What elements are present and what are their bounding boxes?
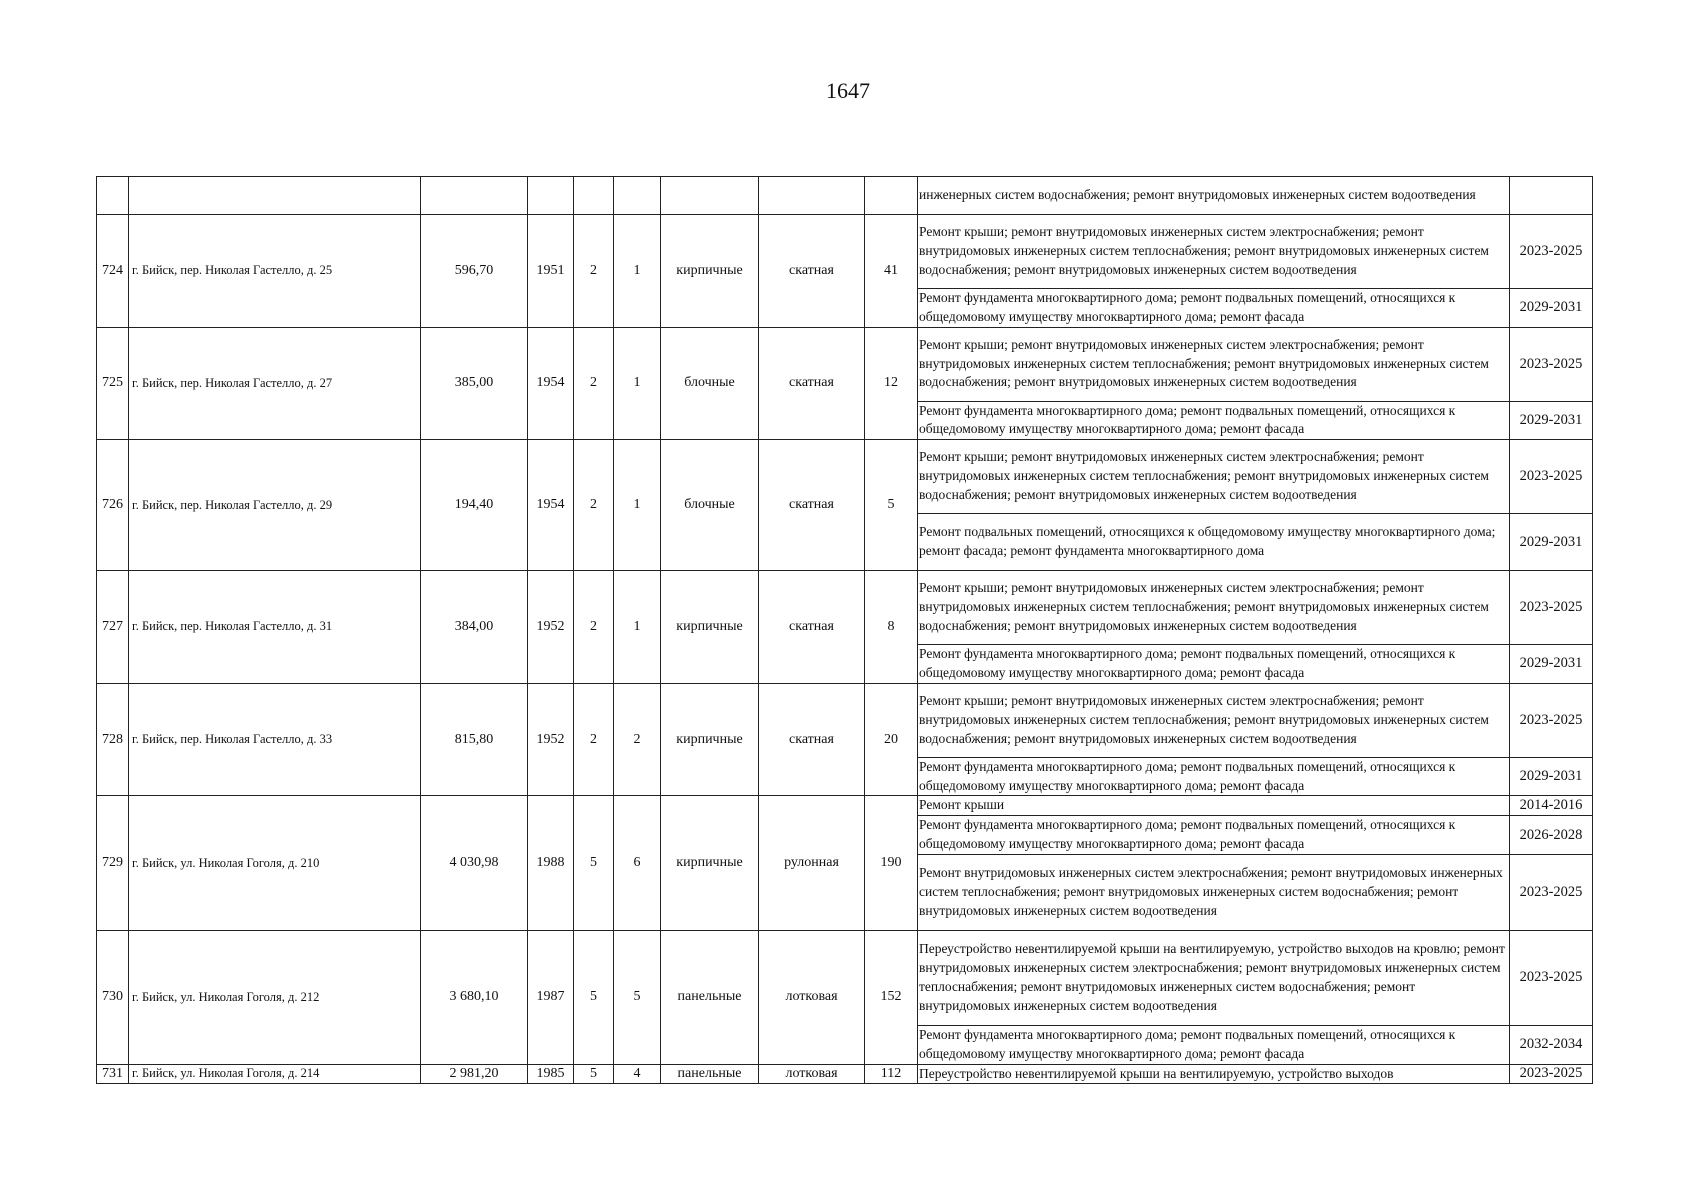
empty-cell (865, 177, 918, 215)
roof-cell: лотковая (759, 1064, 865, 1084)
walls-cell: кирпичные (661, 796, 759, 931)
row-number: 731 (97, 1064, 129, 1084)
empty-cell (661, 177, 759, 215)
period-cell: 2032-2034 (1510, 1025, 1593, 1064)
floors-cell: 2 (574, 215, 614, 328)
works-cell: Ремонт фундамента многоквартирного дома; ремонт подвальных помещений, относящихся к общедомовому имуществу многоквартирного дома; ремонт фасада (918, 757, 1510, 796)
period-cell: 2023-2025 (1510, 571, 1593, 645)
year-cell: 1954 (528, 440, 574, 571)
residents-cell: 112 (865, 1064, 918, 1084)
row-number: 730 (97, 930, 129, 1064)
continuation-row (97, 177, 1593, 215)
empty-cell (129, 177, 421, 215)
floors-cell: 2 (574, 571, 614, 684)
year-cell: 1951 (528, 215, 574, 328)
area-cell: 815,80 (421, 683, 528, 796)
area-cell: 385,00 (421, 327, 528, 440)
address-cell: г. Бийск, пер. Николая Гастелло, д. 33 (129, 683, 421, 796)
empty-cell (421, 177, 528, 215)
period-cell: 2026-2028 (1510, 816, 1593, 855)
works-cell: Ремонт крыши; ремонт внутридомовых инженерных систем электроснабжения; ремонт внутридомовых инженерных систем теплоснабжения; ремонт внутридомовых инженерных систем водоснабжения; ремонт внутридомовых инженерных систем водоотведения (918, 327, 1510, 401)
period-cell: 2029-2031 (1510, 289, 1593, 328)
works-cell: Ремонт подвальных помещений, относящихся к общедомовому имуществу многоквартирного дома; ремонт фасада; ремонт фундамента многоквартирного дома (918, 514, 1510, 571)
residents-cell: 20 (865, 683, 918, 796)
works-cell: Переустройство невентилируемой крыши на вентилируемую, устройство выходов на кровлю; ремонт внутридомовых инженерных систем электроснабжения; ремонт внутридомовых инженерных систем теплоснабжения; ремонт внутридомовых инженерных систем водоснабжения; ремонт внутридомовых инженерных систем водоотведения (918, 930, 1510, 1025)
floors-cell: 5 (574, 930, 614, 1064)
entrances-cell: 2 (614, 683, 661, 796)
empty-cell (759, 177, 865, 215)
floors-cell: 2 (574, 440, 614, 571)
walls-cell: панельные (661, 930, 759, 1064)
roof-cell: лотковая (759, 930, 865, 1064)
roof-cell: рулонная (759, 796, 865, 931)
table-row (97, 930, 1593, 1025)
floors-cell: 2 (574, 683, 614, 796)
housing-repair-table (96, 176, 1593, 1084)
table-row (97, 215, 1593, 289)
residents-cell: 152 (865, 930, 918, 1064)
works-cell: Ремонт крыши (918, 796, 1510, 816)
walls-cell: кирпичные (661, 215, 759, 328)
address-cell: г. Бийск, ул. Николая Гоголя, д. 212 (129, 930, 421, 1064)
row-number: 726 (97, 440, 129, 571)
walls-cell: кирпичные (661, 571, 759, 684)
works-cell: Ремонт крыши; ремонт внутридомовых инженерных систем электроснабжения; ремонт внутридомовых инженерных систем теплоснабжения; ремонт внутридомовых инженерных систем водоснабжения; ремонт внутридомовых инженерных систем водоотведения (918, 440, 1510, 514)
period-cell: 2023-2025 (1510, 440, 1593, 514)
table-row (97, 796, 1593, 816)
residents-cell: 12 (865, 327, 918, 440)
period-cell: 2023-2025 (1510, 327, 1593, 401)
empty-cell (574, 177, 614, 215)
period-cell (1510, 177, 1593, 215)
period-cell: 2014-2016 (1510, 796, 1593, 816)
works-cell: Ремонт внутридомовых инженерных систем электроснабжения; ремонт внутридомовых инженерных систем теплоснабжения; ремонт внутридомовых инженерных систем водоснабжения; ремонт внутридомовых инженерных систем водоотведения (918, 854, 1510, 930)
period-cell: 2029-2031 (1510, 514, 1593, 571)
entrances-cell: 1 (614, 327, 661, 440)
row-number: 729 (97, 796, 129, 931)
area-cell: 3 680,10 (421, 930, 528, 1064)
entrances-cell: 4 (614, 1064, 661, 1084)
period-cell: 2023-2025 (1510, 215, 1593, 289)
table-row (97, 571, 1593, 645)
entrances-cell: 1 (614, 215, 661, 328)
works-cell: Ремонт крыши; ремонт внутридомовых инженерных систем электроснабжения; ремонт внутридомовых инженерных систем теплоснабжения; ремонт внутридомовых инженерных систем водоснабжения; ремонт внутридомовых инженерных систем водоотведения (918, 215, 1510, 289)
table-row (97, 1064, 1593, 1084)
floors-cell: 5 (574, 1064, 614, 1084)
period-cell: 2029-2031 (1510, 401, 1593, 440)
works-cell: инженерных систем водоснабжения; ремонт внутридомовых инженерных систем водоотведения (918, 177, 1510, 215)
year-cell: 1987 (528, 930, 574, 1064)
floors-cell: 2 (574, 327, 614, 440)
period-cell: 2023-2025 (1510, 683, 1593, 757)
period-cell: 2029-2031 (1510, 645, 1593, 684)
works-cell: Ремонт фундамента многоквартирного дома; ремонт подвальных помещений, относящихся к общедомовому имуществу многоквартирного дома; ремонт фасада (918, 401, 1510, 440)
entrances-cell: 1 (614, 571, 661, 684)
residents-cell: 5 (865, 440, 918, 571)
works-cell: Ремонт крыши; ремонт внутридомовых инженерных систем электроснабжения; ремонт внутридомовых инженерных систем теплоснабжения; ремонт внутридомовых инженерных систем водоснабжения; ремонт внутридомовых инженерных систем водоотведения (918, 683, 1510, 757)
empty-cell (528, 177, 574, 215)
works-cell: Переустройство невентилируемой крыши на вентилируемую, устройство выходов (918, 1064, 1510, 1084)
entrances-cell: 1 (614, 440, 661, 571)
entrances-cell: 5 (614, 930, 661, 1064)
table-row (97, 327, 1593, 401)
walls-cell: кирпичные (661, 683, 759, 796)
works-cell: Ремонт фундамента многоквартирного дома; ремонт подвальных помещений, относящихся к общедомовому имуществу многоквартирного дома; ремонт фасада (918, 1025, 1510, 1064)
residents-cell: 190 (865, 796, 918, 931)
period-cell: 2023-2025 (1510, 930, 1593, 1025)
year-cell: 1952 (528, 571, 574, 684)
row-number: 724 (97, 215, 129, 328)
roof-cell: скатная (759, 215, 865, 328)
address-cell: г. Бийск, пер. Николая Гастелло, д. 25 (129, 215, 421, 328)
entrances-cell: 6 (614, 796, 661, 931)
works-cell: Ремонт фундамента многоквартирного дома; ремонт подвальных помещений, относящихся к общедомовому имуществу многоквартирного дома; ремонт фасада (918, 645, 1510, 684)
address-cell: г. Бийск, пер. Николая Гастелло, д. 27 (129, 327, 421, 440)
year-cell: 1954 (528, 327, 574, 440)
table-row (97, 683, 1593, 757)
roof-cell: скатная (759, 440, 865, 571)
period-cell: 2023-2025 (1510, 854, 1593, 930)
address-cell: г. Бийск, пер. Николая Гастелло, д. 29 (129, 440, 421, 571)
roof-cell: скатная (759, 327, 865, 440)
works-cell: Ремонт фундамента многоквартирного дома; ремонт подвальных помещений, относящихся к общедомовому имуществу многоквартирного дома; ремонт фасада (918, 816, 1510, 855)
walls-cell: блочные (661, 440, 759, 571)
area-cell: 2 981,20 (421, 1064, 528, 1084)
walls-cell: панельные (661, 1064, 759, 1084)
works-cell: Ремонт крыши; ремонт внутридомовых инженерных систем электроснабжения; ремонт внутридомовых инженерных систем теплоснабжения; ремонт внутридомовых инженерных систем водоснабжения; ремонт внутридомовых инженерных систем водоотведения (918, 571, 1510, 645)
row-number: 725 (97, 327, 129, 440)
roof-cell: скатная (759, 683, 865, 796)
area-cell: 596,70 (421, 215, 528, 328)
area-cell: 194,40 (421, 440, 528, 571)
empty-cell (97, 177, 129, 215)
residents-cell: 41 (865, 215, 918, 328)
period-cell: 2023-2025 (1510, 1064, 1593, 1084)
table-row (97, 440, 1593, 514)
works-cell: Ремонт фундамента многоквартирного дома; ремонт подвальных помещений, относящихся к общедомовому имуществу многоквартирного дома; ремонт фасада (918, 289, 1510, 328)
year-cell: 1988 (528, 796, 574, 931)
year-cell: 1985 (528, 1064, 574, 1084)
row-number: 728 (97, 683, 129, 796)
year-cell: 1952 (528, 683, 574, 796)
empty-cell (614, 177, 661, 215)
area-cell: 4 030,98 (421, 796, 528, 931)
address-cell: г. Бийск, пер. Николая Гастелло, д. 31 (129, 571, 421, 684)
area-cell: 384,00 (421, 571, 528, 684)
floors-cell: 5 (574, 796, 614, 931)
address-cell: г. Бийск, ул. Николая Гоголя, д. 210 (129, 796, 421, 931)
walls-cell: блочные (661, 327, 759, 440)
residents-cell: 8 (865, 571, 918, 684)
address-cell: г. Бийск, ул. Николая Гоголя, д. 214 (129, 1064, 421, 1084)
roof-cell: скатная (759, 571, 865, 684)
row-number: 727 (97, 571, 129, 684)
period-cell: 2029-2031 (1510, 757, 1593, 796)
page-number: 1647 (826, 78, 870, 103)
